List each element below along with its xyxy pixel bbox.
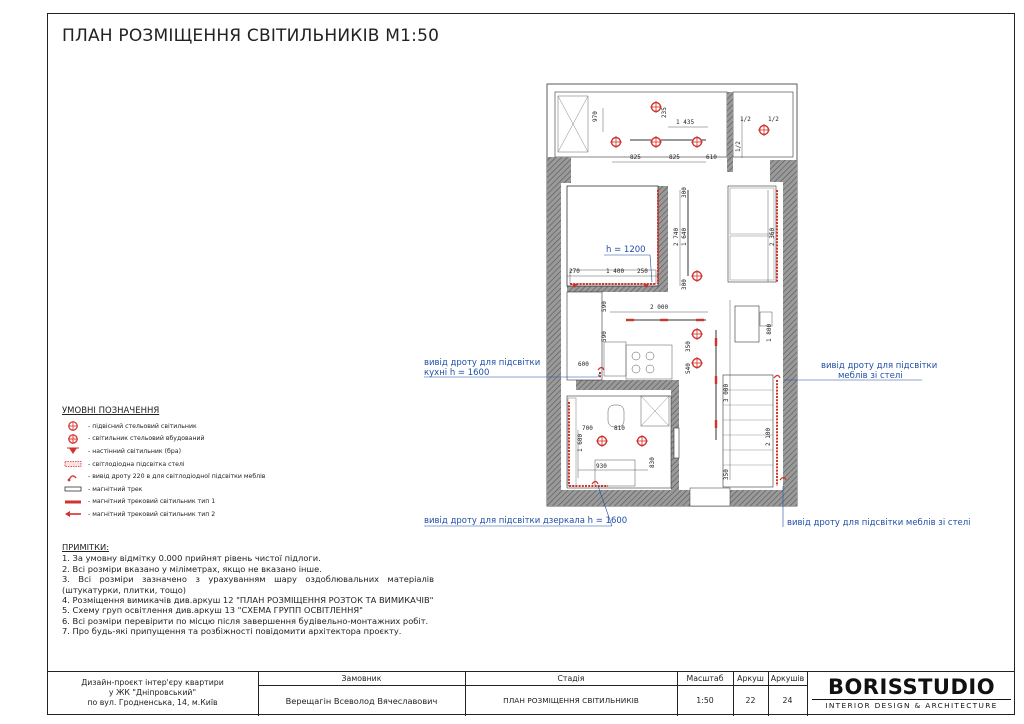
legend-item-led: - світлодіодна підсвітка стелі bbox=[62, 458, 322, 471]
balcony-room bbox=[555, 92, 727, 157]
dim-540: 540 bbox=[685, 363, 692, 374]
client-name: Верещагін Всеволод Вячеславович bbox=[285, 696, 438, 706]
dim-half-a: 1/2 bbox=[740, 116, 751, 123]
wall-bath-top bbox=[576, 380, 671, 390]
sheets-total: 24 bbox=[782, 696, 793, 705]
note-item: 4. Розміщення вимикачів див.аркуш 12 "ПЛАН РОЗМІЩЕННЯ РОЗТОК ТА ВИМИКАЧІВ" bbox=[62, 595, 434, 606]
callout-kitchen-line2: кухні h = 1600 bbox=[424, 368, 490, 378]
dim-1800: 1 800 bbox=[766, 323, 773, 342]
wall-balcony-partition bbox=[727, 92, 733, 172]
legend-item-track: - магнітний трек bbox=[62, 483, 322, 496]
note-item: 3. Всі розміри зазначено з урахуванням шару оздоблювальних матеріалів (штукатурки, плитки, тощо) bbox=[62, 574, 434, 595]
dim-825a: 825 bbox=[630, 154, 641, 161]
callout-furniture-line2: меблів зі стелі bbox=[838, 371, 903, 381]
note-item: 7. Про будь-які припущення та розбіжності повідомити архітектора проєкту. bbox=[62, 626, 402, 637]
studio-logo bbox=[808, 675, 1015, 713]
brand-name: BORISSTUDIO bbox=[827, 675, 996, 699]
wall-bedroom-bottom bbox=[567, 286, 668, 292]
callout-mirror: вивід дроту для підсвітки дзеркала h = 1600 bbox=[424, 516, 628, 526]
entrance-gap bbox=[690, 488, 730, 506]
kitchen-stove bbox=[626, 345, 672, 379]
dim-350b: 350 bbox=[723, 469, 730, 480]
dim-1640: 1 640 bbox=[681, 227, 688, 246]
callout-furniture-bottom: вивід дроту для підсвітки меблів зі стелі bbox=[787, 518, 971, 528]
scale-header: Масштаб bbox=[686, 674, 724, 683]
notes bbox=[62, 542, 434, 637]
wall-bedroom-right bbox=[658, 186, 668, 286]
dim-235: 235 bbox=[661, 107, 668, 118]
pendant-light-icon bbox=[62, 421, 84, 431]
dim-half-c: 1/2 bbox=[735, 141, 742, 152]
legend-item-track-type2: - магнітний трековий світильник тип 2 bbox=[62, 508, 322, 521]
title-block bbox=[47, 671, 1015, 715]
sheets-header: Аркушів bbox=[770, 674, 805, 683]
track-light-type1-icon bbox=[62, 497, 84, 507]
wall-sconce-icon bbox=[62, 446, 84, 456]
wall-bottom bbox=[547, 490, 797, 506]
recessed-light-icon bbox=[62, 434, 84, 444]
dim-930: 930 bbox=[596, 463, 607, 470]
dim-2100: 2 100 bbox=[765, 427, 772, 446]
client-header: Замовник bbox=[341, 674, 382, 683]
dim-1600: 1 600 bbox=[577, 433, 584, 452]
dim-350: 350 bbox=[685, 341, 692, 352]
sheet-header: Аркуш bbox=[737, 674, 764, 683]
dim-825b: 825 bbox=[669, 154, 680, 161]
callout-furniture-line1: вивід дроту для підсвітки bbox=[821, 361, 938, 371]
dim-3000: 3 000 bbox=[723, 383, 730, 402]
dim-600: 600 bbox=[578, 361, 589, 368]
dim-300b: 300 bbox=[681, 279, 688, 290]
notes-title: ПРИМІТКИ: bbox=[62, 542, 110, 552]
dim-1400: 1 400 bbox=[606, 268, 625, 275]
brand-tagline: INTERIOR DESIGN & ARCHITECTURE bbox=[812, 699, 1011, 710]
dim-2360: 2 360 bbox=[769, 227, 776, 246]
stage-header: Стадія bbox=[557, 674, 585, 683]
led-strip-icon bbox=[62, 459, 84, 469]
dim-270: 270 bbox=[569, 268, 580, 275]
wire-outlet-icon bbox=[62, 472, 84, 482]
note-item: 2. Всі розміри вказано у міліметрах, якщо не вказано інше. bbox=[62, 563, 322, 574]
chair bbox=[760, 312, 772, 326]
dim-610: 610 bbox=[706, 154, 717, 161]
dim-590a: 590 bbox=[601, 301, 608, 312]
legend-title: УМОВНІ ПОЗНАЧЕННЯ bbox=[62, 406, 160, 416]
legend bbox=[62, 406, 322, 521]
wall-corner-right bbox=[770, 160, 797, 182]
dim-830: 830 bbox=[649, 457, 656, 468]
legend-item-wire: - вивід дроту 220 в для світлодіодної підсвітки меблів bbox=[62, 470, 322, 483]
project-address: Дизайн-проєкт інтер'єру квартири у ЖК "Дніпровський" по вул. Гродненська, 14, м.Київ bbox=[81, 678, 224, 707]
magnetic-track-icon bbox=[62, 484, 84, 494]
wall-left bbox=[547, 157, 561, 490]
dim-1435: 1 435 bbox=[676, 119, 695, 126]
dim-590b: 590 bbox=[601, 331, 608, 342]
sheet-title: ПЛАН РОЗМІЩЕННЯ СВІТИЛЬНИКІВ М1:50 bbox=[62, 26, 440, 46]
note-item: 6. Всі розміри перевірити по місцю після завершення будівельно-монтажних робіт. bbox=[62, 615, 429, 626]
toilet bbox=[608, 405, 624, 427]
wall-right bbox=[783, 172, 797, 490]
dining-table bbox=[735, 306, 759, 342]
scale-value: 1:50 bbox=[696, 696, 714, 705]
legend-item-recessed: - світильник стельовий вбудований bbox=[62, 433, 322, 446]
dim-300a: 300 bbox=[681, 187, 688, 198]
dim-2000: 2 000 bbox=[650, 304, 669, 311]
legend-item-track-type1: - магнітний трековий світильник тип 1 bbox=[62, 496, 322, 509]
dim-810: 810 bbox=[614, 425, 625, 432]
legend-item-sconce: - настінний світильник (бра) bbox=[62, 445, 322, 458]
dim-2740: 2 740 bbox=[673, 227, 680, 246]
track-light-type2-icon bbox=[62, 509, 84, 519]
dim-970: 970 bbox=[592, 111, 599, 122]
note-item: 1. За умовну відмітку 0.000 прийнят рівень чистої підлоги. bbox=[62, 553, 321, 564]
legend-item-pendant: - підвісний стельовий світильник bbox=[62, 420, 322, 433]
sheet-number: 22 bbox=[745, 696, 756, 705]
kitchen-sink bbox=[604, 342, 626, 376]
dim-700: 700 bbox=[582, 425, 593, 432]
note-item: 5. Схему груп освітлення див.аркуш 13 "СХЕМА ГРУПП ОСВІТЛЕННЯ" bbox=[62, 605, 363, 616]
bath-door bbox=[674, 428, 679, 458]
height-note: h = 1200 bbox=[606, 245, 646, 255]
wall-corner-left bbox=[547, 157, 571, 183]
callout-kitchen-line1: вивід дроту для підсвітки bbox=[424, 358, 541, 368]
dim-half-b: 1/2 bbox=[768, 116, 779, 123]
stage-value: ПЛАН РОЗМІЩЕННЯ СВІТИЛЬНИКІВ bbox=[503, 696, 639, 705]
dim-250: 250 bbox=[637, 268, 648, 275]
